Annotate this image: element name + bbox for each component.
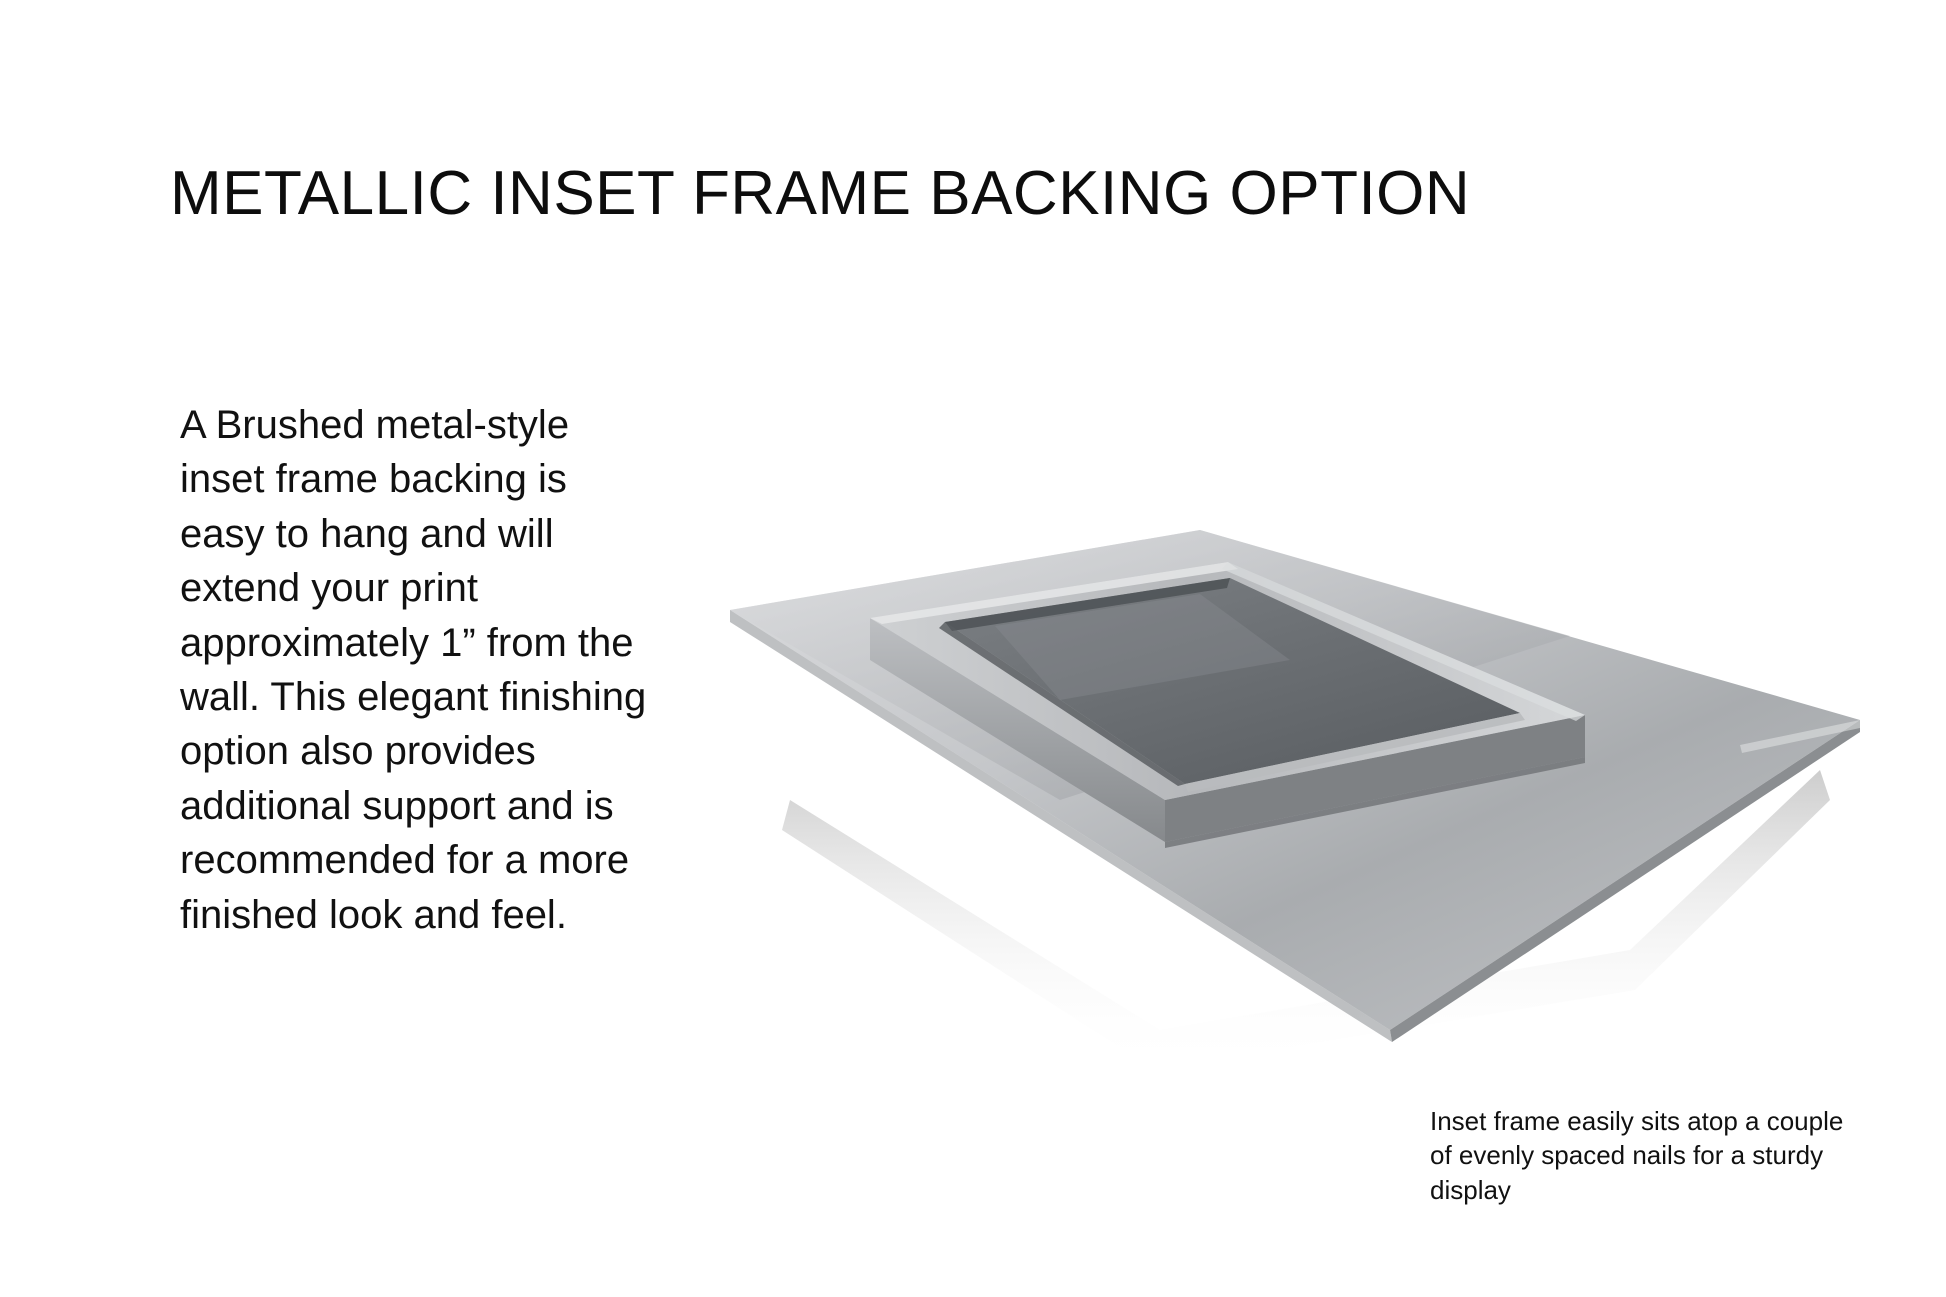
figure-caption: Inset frame easily sits atop a couple of evenly spaced nails for a sturdy display: [1430, 1106, 1844, 1205]
body-paragraph: A Brushed metal-style inset frame backing is easy to hang and will extend your print approximately 1” from the wall. This elegant finishing option also provides additional support and is recommended for a more finished look and feel.: [180, 403, 647, 937]
product-illustration: [730, 470, 1860, 1090]
page-title: METALLIC INSET FRAME BACKING OPTION: [170, 158, 1471, 228]
